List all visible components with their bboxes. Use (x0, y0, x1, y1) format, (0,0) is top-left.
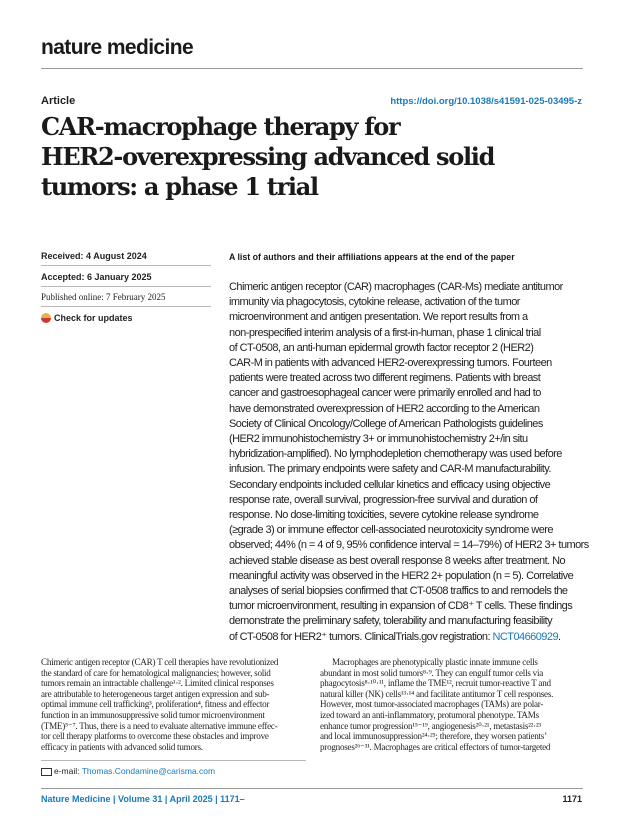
check-for-updates-icon[interactable] (41, 313, 51, 323)
abstract-line: (≥grade 3) or immune effector cell-associated neurotoxicity syndrome were (229, 524, 553, 537)
page-number: 1171 (562, 794, 582, 804)
journal-name: nature medicine (41, 36, 194, 59)
body-line: are attributable to heterogeneous target antigen expression and sub- (41, 688, 270, 699)
abstract-line: analyses of serial biopsies confirmed that CT-0508 traffics to and remodels the (229, 585, 568, 598)
footer-journal-info (41, 794, 245, 804)
abstract-line: achieved stable disease as best overall response 8 weeks after treatment. No (229, 554, 566, 567)
body-line: natural killer (NK) cells¹³·¹⁴ and facilitate antitumor T cell responses. (320, 688, 554, 699)
body-line: efficacy in patients with advanced solid tumors. (41, 741, 203, 752)
abstract-line: patients were treated across two different regimens. Patients with breast (229, 372, 541, 385)
abstract-line: Chimeric antigen receptor (CAR) macrophages (CAR-Ms) mediate antitumor (229, 281, 563, 293)
trial-registration-link[interactable]: NCT04660929 (492, 630, 559, 643)
title-line: HER2-overexpressing advanced solid (41, 142, 495, 171)
body-line: ized toward an anti-inflammatory, protumoral phenotype. TAMs (320, 709, 539, 720)
body-line: and local immunosuppression²⁴·²⁵; therefore, they worsen patients’ (320, 731, 547, 742)
abstract-line: hybridization-amplified). No lymphodepletion chemotherapy was used before (229, 448, 562, 461)
meta-divider (41, 286, 211, 287)
abstract-line: response. No dose-limiting toxicities, severe cytokine release syndrome (229, 509, 539, 522)
abstract-line: infusion. The primary endpoints were safety and CAR-M manufacturability. (229, 463, 551, 476)
body-line: phagocytosis⁸·¹⁰·¹¹, inflame the TME¹², recruit tumor-reactive T and (320, 678, 551, 689)
article-type: Article (41, 95, 76, 107)
body-line: enhance tumor progression¹⁵⁻¹⁹, angiogenesis²⁰·²¹, metastasis²²·²³ (320, 720, 541, 731)
abstract-line: CAR-M in patients with advanced HER2-overexpressing tumors. Fourteen (229, 357, 552, 370)
abstract-line: Secondary endpoints included cellular kinetics and efficacy using objective (229, 478, 551, 491)
abstract-line: microenvironment and antigen presentation. We report results from a (229, 311, 528, 324)
published-date: Published online: 7 February 2025 (41, 292, 166, 302)
body-line: optimal immune cell trafficking³, proliferation⁴, fitness and effector (41, 699, 270, 710)
abstract-line: non-prespecified interim analysis of a first-in-human, phase 1 clinical trial (229, 326, 541, 339)
header-rule (41, 68, 583, 69)
doi-link[interactable]: https://doi.org/10.1038/s41591-025-03495-z (390, 96, 582, 107)
title-line: CAR-macrophage therapy for (41, 112, 400, 141)
abstract-line: (HER2 immunohistochemistry 3+ or immunohistochemistry 2+/in situ (229, 433, 528, 446)
abstract-line: observed; 44% (n = 4 of 9, 95% confidence interval = 14–79%) of HER2 3+ tumors (229, 539, 589, 552)
abstract-line: have demonstrated overexpression of HER2 according to the American (229, 402, 540, 415)
abstract-line: meaningful activity was observed in the HER2 2+ population (n = 5). Correlative (229, 569, 574, 582)
check-for-updates-link[interactable]: Check for updates (54, 313, 133, 323)
abstract-line: cancer and gastroesophageal cancer were primarily enrolled and had to (229, 387, 541, 400)
email-link[interactable]: Thomas.Condamine@carisma.com (81, 766, 216, 776)
body-line: Macrophages are phenotypically plastic innate immune cells (332, 657, 538, 667)
body-line: However, most tumor-associated macrophages (TAMs) are polar- (320, 699, 544, 710)
body-line: function in an immunosuppressive solid tumor microenvironment (41, 709, 265, 720)
body-line: the standard of care for hematological malignancies; however, solid (41, 667, 271, 678)
body-column-left (41, 657, 306, 752)
body-line: (TME)⁵⁻⁷. Thus, there is a need to evaluate alternative immune effec- (41, 720, 278, 731)
meta-divider (41, 265, 211, 266)
body-line: Chimeric antigen receptor (CAR) T cell therapies have revolutionized (41, 657, 279, 667)
abstract-line-text: of CT-0508 for HER2⁺ tumors. ClinicalTrials.gov registration: (229, 630, 493, 643)
abstract (229, 280, 589, 645)
abstract-line: response rate, overall survival, progression-free survival and duration of (229, 493, 538, 506)
corresponding-email (41, 766, 215, 776)
abstract-line (229, 630, 589, 645)
article-title (41, 112, 601, 202)
body-line: tor cell therapy platforms to overcome these obstacles and improve (41, 731, 269, 742)
abstract-line: immunity via phagocytosis, cytokine release, activation of the tumor (229, 296, 520, 309)
authors-note: A list of authors and their affiliations appears at the end of the paper (229, 252, 515, 262)
meta-divider (41, 306, 211, 307)
abstract-line: Society of Clinical Oncology/College of American Pathologists guidelines (229, 417, 543, 430)
trial-period: . (558, 630, 561, 643)
abstract-line: demonstrate the preliminary safety, tolerability and manufacturing feasibility (229, 615, 553, 628)
email-divider (41, 760, 306, 761)
abstract-line: of CT-0508, an anti-human epidermal growth factor receptor 2 (HER2) (229, 341, 534, 354)
body-line: tumors remain an intractable challenge¹·². Limited clinical responses (41, 678, 274, 689)
footer-citation: Nature Medicine | Volume 31 | April 2025 | 1171– (41, 794, 245, 804)
body-column-right (320, 657, 585, 752)
abstract-line: tumor microenvironment, resulting in expansion of CD8⁺ T cells. These findings (229, 600, 573, 613)
received-date: Received: 4 August 2024 (41, 251, 147, 261)
body-line: abundant in most solid tumors⁸·⁹. They can engulf tumor cells via (320, 667, 544, 678)
title-line: tumors: a phase 1 trial (41, 172, 318, 201)
body-line: prognoses²⁶⁻³¹. Macrophages are critical effectors of tumor-targeted (320, 741, 551, 752)
accepted-date: Accepted: 6 January 2025 (41, 272, 152, 282)
mail-icon (41, 768, 52, 776)
email-label: e-mail: (54, 766, 82, 776)
footer-rule (41, 788, 583, 789)
